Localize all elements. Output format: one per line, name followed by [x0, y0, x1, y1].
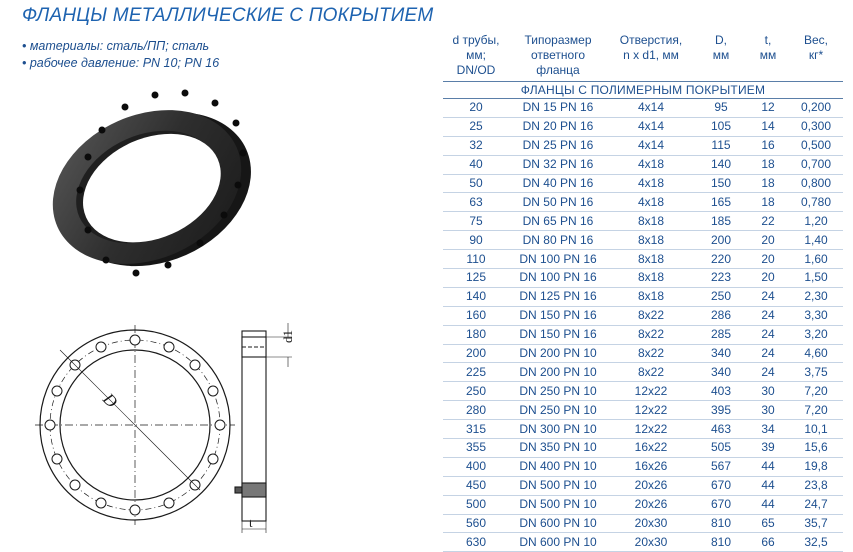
cell-D: 250 — [695, 287, 747, 306]
cell-D: 185 — [695, 212, 747, 231]
cell-D: 810 — [695, 533, 747, 552]
cell-D: 567 — [695, 457, 747, 476]
table-row — [443, 514, 843, 533]
cell-holes: 4x18 — [607, 174, 695, 193]
label-t: t — [249, 515, 253, 530]
cell-D: 395 — [695, 401, 747, 420]
cell-t: 18 — [747, 155, 789, 174]
table-row — [443, 382, 843, 401]
cell-size: DN 125 PN 16 — [509, 287, 607, 306]
cell-holes: 8x18 — [607, 287, 695, 306]
cell-weight: 3,20 — [789, 325, 843, 344]
col-header-t: t, мм — [759, 33, 777, 62]
cell-D: 140 — [695, 155, 747, 174]
cell-t: 18 — [747, 193, 789, 212]
cell-weight: 23,8 — [789, 476, 843, 495]
cell-D: 810 — [695, 514, 747, 533]
cell-size: DN 150 PN 16 — [509, 306, 607, 325]
header-row — [443, 33, 843, 82]
cell-weight: 3,75 — [789, 363, 843, 382]
cell-t: 24 — [747, 344, 789, 363]
cell-pipe-d: 280 — [443, 401, 509, 420]
cell-holes: 12x22 — [607, 401, 695, 420]
cell-pipe-d: 160 — [443, 306, 509, 325]
cell-D: 403 — [695, 382, 747, 401]
table-row — [443, 306, 843, 325]
cell-pipe-d: 90 — [443, 231, 509, 250]
cell-pipe-d: 560 — [443, 514, 509, 533]
cell-pipe-d: 125 — [443, 269, 509, 288]
cell-weight: 7,20 — [789, 382, 843, 401]
section-title: ФЛАНЦЫ С ПОЛИМЕРНЫМ ПОКРЫТИЕМ — [443, 82, 843, 99]
cell-t: 18 — [747, 174, 789, 193]
cell-holes: 8x18 — [607, 212, 695, 231]
cell-pipe-d: 110 — [443, 250, 509, 269]
cell-pipe-d: 500 — [443, 495, 509, 514]
cell-holes: 8x22 — [607, 306, 695, 325]
cell-size: DN 80 PN 16 — [509, 231, 607, 250]
cell-holes: 4x18 — [607, 155, 695, 174]
table-row — [443, 457, 843, 476]
cell-holes: 8x22 — [607, 344, 695, 363]
cell-t: 20 — [747, 269, 789, 288]
cell-size: DN 500 PN 10 — [509, 495, 607, 514]
cell-weight: 35,7 — [789, 514, 843, 533]
cell-weight: 24,7 — [789, 495, 843, 514]
cell-holes: 4x14 — [607, 117, 695, 136]
cell-weight: 4,60 — [789, 344, 843, 363]
cell-D: 165 — [695, 193, 747, 212]
cell-weight: 0,800 — [789, 174, 843, 193]
cell-holes: 20x26 — [607, 495, 695, 514]
label-d1: d1 — [280, 330, 295, 343]
cell-weight: 10,1 — [789, 420, 843, 439]
col-header-weight: Вес, кг* — [803, 33, 828, 62]
cell-weight: 7,20 — [789, 401, 843, 420]
cell-D: 340 — [695, 344, 747, 363]
cell-pipe-d: 75 — [443, 212, 509, 231]
cell-holes: 16x26 — [607, 457, 695, 476]
table-row — [443, 287, 843, 306]
cell-pipe-d: 250 — [443, 382, 509, 401]
col-header-pipe-d: d трубы, мм; DN/OD — [452, 33, 500, 77]
cell-size: DN 400 PN 10 — [509, 457, 607, 476]
cell-t: 30 — [747, 382, 789, 401]
cell-t: 24 — [747, 306, 789, 325]
cell-size: DN 500 PN 10 — [509, 476, 607, 495]
cell-weight: 0,780 — [789, 193, 843, 212]
table-row — [443, 99, 843, 118]
cell-weight: 0,300 — [789, 117, 843, 136]
cell-holes: 20x26 — [607, 476, 695, 495]
cell-weight: 1,20 — [789, 212, 843, 231]
table-row — [443, 344, 843, 363]
table-row — [443, 439, 843, 458]
bullet-materials: • материалы: сталь/ПП; сталь — [22, 39, 210, 53]
cell-D: 115 — [695, 136, 747, 155]
table-row — [443, 495, 843, 514]
cell-size: DN 25 PN 16 — [509, 136, 607, 155]
table-row — [443, 420, 843, 439]
cell-size: DN 100 PN 16 — [509, 269, 607, 288]
cell-t: 44 — [747, 476, 789, 495]
cell-size: DN 50 PN 16 — [509, 193, 607, 212]
cell-t: 20 — [747, 231, 789, 250]
cell-D: 670 — [695, 476, 747, 495]
table-row — [443, 174, 843, 193]
cell-D: 285 — [695, 325, 747, 344]
flange-photo — [40, 75, 255, 300]
cell-size: DN 150 PN 16 — [509, 325, 607, 344]
cell-D: 200 — [695, 231, 747, 250]
cell-t: 44 — [747, 495, 789, 514]
cell-size: DN 32 PN 16 — [509, 155, 607, 174]
cell-holes: 4x18 — [607, 193, 695, 212]
cell-pipe-d: 40 — [443, 155, 509, 174]
bullet-pressure: • рабочее давление: PN 10; PN 16 — [22, 56, 220, 70]
cell-pipe-d: 315 — [443, 420, 509, 439]
cell-size: DN 20 PN 16 — [509, 117, 607, 136]
cell-D: 505 — [695, 439, 747, 458]
cell-D: 286 — [695, 306, 747, 325]
cell-holes: 8x18 — [607, 250, 695, 269]
cell-t: 34 — [747, 420, 789, 439]
spec-bullets — [22, 38, 219, 72]
cell-holes: 8x18 — [607, 269, 695, 288]
cell-t: 44 — [747, 457, 789, 476]
cell-pipe-d: 400 — [443, 457, 509, 476]
cell-D: 463 — [695, 420, 747, 439]
cell-holes: 20x30 — [607, 514, 695, 533]
table-row — [443, 250, 843, 269]
cell-size: DN 15 PN 16 — [522, 100, 594, 115]
cell-t: 14 — [747, 117, 789, 136]
cell-pipe-d: 450 — [443, 476, 509, 495]
cell-D: 105 — [695, 117, 747, 136]
cell-pipe-d: 355 — [443, 439, 509, 458]
cell-pipe-d: 32 — [443, 136, 509, 155]
table-row — [443, 136, 843, 155]
table-row — [443, 117, 843, 136]
cell-pipe-d: 140 — [443, 287, 509, 306]
table-row — [443, 269, 843, 288]
cell-weight: 32,5 — [789, 533, 843, 552]
col-header-size: Типоразмер ответного фланца — [524, 33, 592, 77]
table-row — [443, 401, 843, 420]
cell-size: DN 250 PN 10 — [509, 382, 607, 401]
cell-D: 340 — [695, 363, 747, 382]
cell-size: DN 300 PN 10 — [509, 420, 607, 439]
cell-holes: 12x22 — [607, 382, 695, 401]
cell-t: 66 — [747, 533, 789, 552]
cell-weight: 1,50 — [789, 269, 843, 288]
cell-weight: 0,700 — [789, 155, 843, 174]
table-row — [443, 476, 843, 495]
cell-t: 20 — [747, 250, 789, 269]
cell-D: 223 — [695, 269, 747, 288]
cell-holes: 12x22 — [607, 420, 695, 439]
cell-weight: 2,30 — [789, 287, 843, 306]
cell-weight: 1,60 — [789, 250, 843, 269]
cell-size: DN 250 PN 10 — [509, 401, 607, 420]
cell-size: DN 100 PN 16 — [509, 250, 607, 269]
col-header-holes: Отверстия, n x d1, мм — [619, 33, 683, 62]
cell-size: DN 200 PN 10 — [509, 344, 607, 363]
cell-pipe-d: 225 — [443, 363, 509, 382]
cell-size: DN 200 PN 10 — [509, 363, 607, 382]
cell-size: DN 350 PN 10 — [509, 439, 607, 458]
cell-t: 24 — [747, 287, 789, 306]
cell-D: 670 — [695, 495, 747, 514]
technical-drawing — [30, 315, 330, 535]
cell-pipe-d: 50 — [443, 174, 509, 193]
cell-size: DN 600 PN 10 — [509, 533, 607, 552]
cell-holes: 4x14 — [607, 136, 695, 155]
cell-holes: 4x14 — [637, 100, 665, 115]
cell-weight: 0,200 — [800, 100, 832, 115]
cell-t: 12 — [761, 100, 775, 115]
cell-size: DN 65 PN 16 — [509, 212, 607, 231]
section-row — [443, 82, 843, 99]
cell-weight: 1,40 — [789, 231, 843, 250]
cell-holes: 8x18 — [607, 231, 695, 250]
cell-D: 150 — [695, 174, 747, 193]
cell-D: 220 — [695, 250, 747, 269]
cell-holes: 20x30 — [607, 533, 695, 552]
col-header-D: D, мм — [712, 33, 730, 62]
cell-pipe-d: 63 — [443, 193, 509, 212]
cell-t: 65 — [747, 514, 789, 533]
table-row — [443, 325, 843, 344]
cell-pipe-d: 25 — [443, 117, 509, 136]
cell-t: 39 — [747, 439, 789, 458]
cell-size: DN 600 PN 10 — [509, 514, 607, 533]
cell-pipe-d: 20 — [469, 100, 483, 115]
table-row — [443, 193, 843, 212]
cell-holes: 8x22 — [607, 325, 695, 344]
cell-weight: 15,6 — [789, 439, 843, 458]
cell-D: 95 — [714, 100, 728, 115]
cell-t: 24 — [747, 325, 789, 344]
label-D: D — [99, 389, 122, 412]
cell-pipe-d: 630 — [443, 533, 509, 552]
page-title: ФЛАНЦЫ МЕТАЛЛИЧЕСКИЕ С ПОКРЫТИЕМ — [22, 5, 434, 26]
cell-t: 16 — [747, 136, 789, 155]
cell-holes: 16x22 — [607, 439, 695, 458]
spec-table — [443, 33, 843, 552]
cell-weight: 19,8 — [789, 457, 843, 476]
cell-weight: 3,30 — [789, 306, 843, 325]
table-row — [443, 363, 843, 382]
cell-pipe-d: 200 — [443, 344, 509, 363]
cell-t: 24 — [747, 363, 789, 382]
cell-t: 22 — [747, 212, 789, 231]
cell-holes: 8x22 — [607, 363, 695, 382]
table-row — [443, 231, 843, 250]
cell-size: DN 40 PN 16 — [509, 174, 607, 193]
cell-t: 30 — [747, 401, 789, 420]
cell-pipe-d: 180 — [443, 325, 509, 344]
table-row — [443, 155, 843, 174]
cell-weight: 0,500 — [789, 136, 843, 155]
table-row — [443, 212, 843, 231]
table-row — [443, 533, 843, 552]
